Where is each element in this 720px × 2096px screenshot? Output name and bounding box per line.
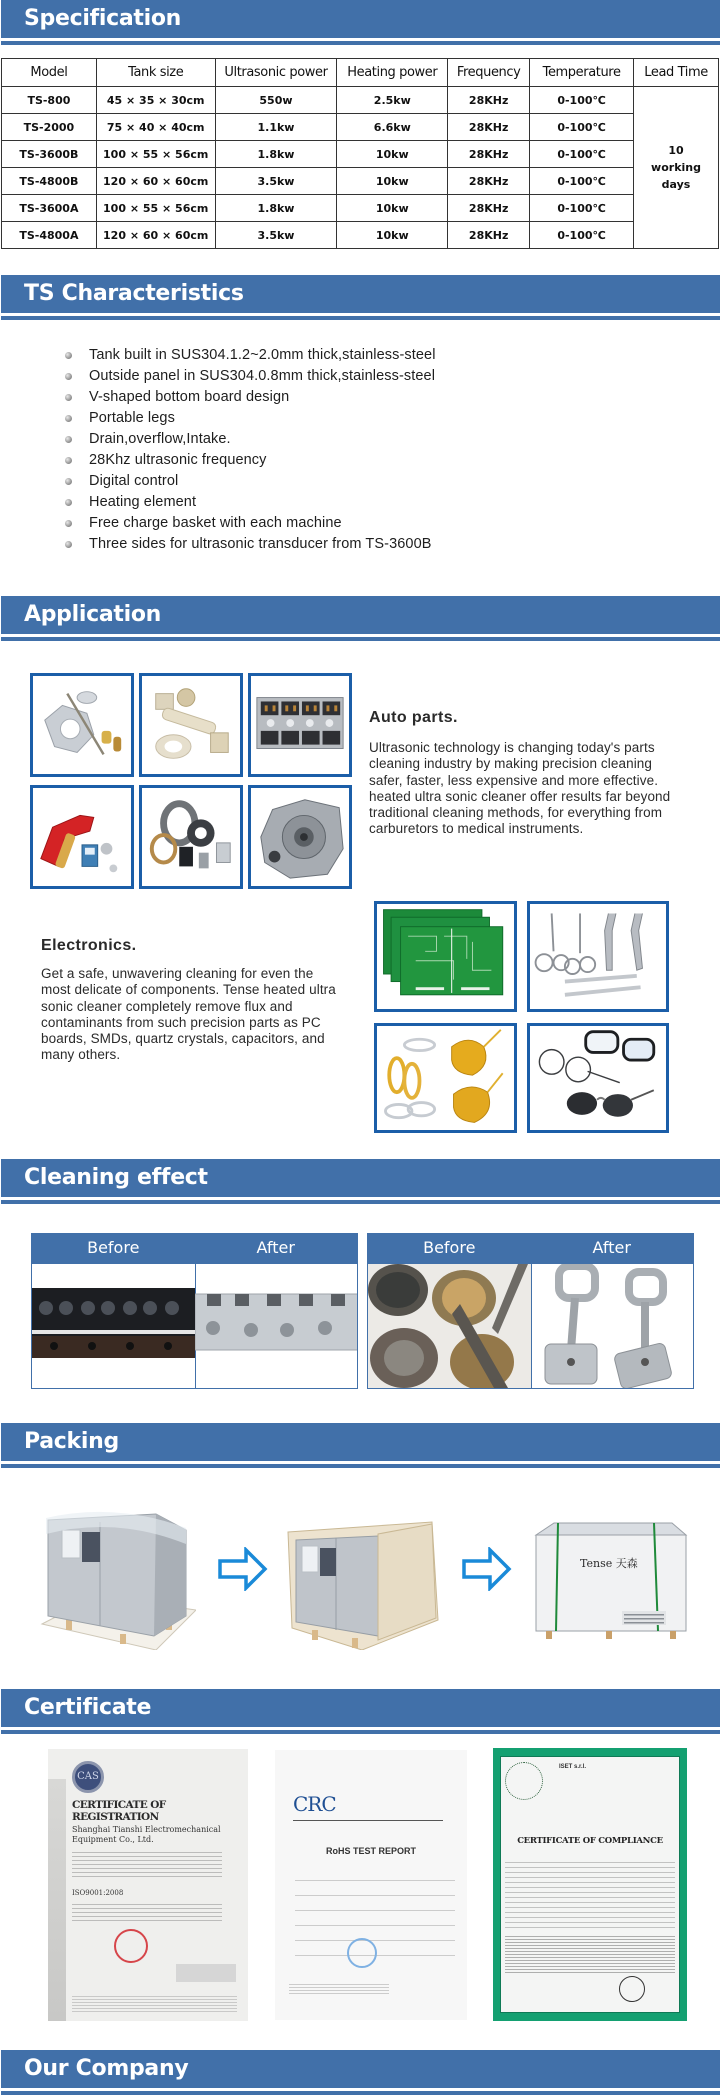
- cell-ultrasonic-power: 1.8kw: [215, 195, 337, 222]
- image-wrapped-machine: [36, 1500, 196, 1650]
- cell-model: TS-4800A: [2, 222, 97, 249]
- cell-model: TS-3600A: [2, 195, 97, 222]
- cell-frequency: 28KHz: [448, 141, 530, 168]
- col-header: Heating power: [337, 59, 448, 87]
- list-item-text: V-shaped bottom board design: [89, 389, 290, 405]
- section-title: Application: [24, 602, 162, 627]
- list-item: [62, 387, 436, 408]
- cell-tank-size: 75 × 40 × 40cm: [96, 114, 215, 141]
- section-header-cleaning: [0, 1159, 720, 1206]
- table-row: [2, 168, 719, 195]
- bullet-icon: [65, 541, 72, 548]
- section-title: Specification: [24, 6, 182, 31]
- list-item-text: Three sides for ultrasonic transducer from TS-3600B: [89, 536, 432, 552]
- list-item-text: Portable legs: [89, 410, 175, 426]
- bullet-icon: [65, 457, 72, 464]
- list-item: [62, 534, 436, 555]
- image-red-brass-parts: [30, 785, 134, 889]
- image-gears-bearings: [139, 785, 243, 889]
- after-image-pistons: [531, 1264, 694, 1388]
- cell-frequency: 28KHz: [448, 168, 530, 195]
- arrow-right-icon: [462, 1547, 512, 1591]
- cell-frequency: 28KHz: [448, 222, 530, 249]
- section-title: Certificate: [24, 1695, 152, 1720]
- electronics-heading: Electronics.: [41, 937, 137, 954]
- lead-time-line: days: [661, 178, 691, 191]
- image-aluminum-parts: [30, 673, 134, 777]
- bullet-icon: [65, 436, 72, 443]
- section-header-company: [0, 2050, 720, 2096]
- section-header-specification: [0, 0, 720, 47]
- bullet-icon: [65, 499, 72, 506]
- cell-lead-time: [634, 87, 719, 249]
- list-item: [62, 492, 436, 513]
- table-row: [2, 195, 719, 222]
- section-title: Packing: [24, 1429, 119, 1454]
- cell-temperature: 0-100℃: [530, 168, 634, 195]
- cell-tank-size: 100 × 55 × 56cm: [96, 195, 215, 222]
- section-header-characteristics: [0, 275, 720, 322]
- bullet-icon: [65, 394, 72, 401]
- section-title: TS Characteristics: [24, 281, 244, 306]
- list-item: [62, 471, 436, 492]
- image-jewelry: [374, 1023, 517, 1133]
- image-surgical-instruments: [527, 901, 669, 1012]
- lead-time-line: working: [651, 161, 701, 174]
- list-item: [62, 450, 436, 471]
- col-header: Lead Time: [634, 59, 719, 87]
- table-row: [2, 222, 719, 249]
- col-header: Ultrasonic power: [215, 59, 337, 87]
- cell-temperature: 0-100℃: [530, 222, 634, 249]
- image-pcb-boards: [374, 901, 517, 1012]
- electronics-description: Get a safe, unwavering cleaning for even the most delicate of components. Tense heated ultra sonic cleaner completely remove flux and contaminants from such precision parts as PC boards, SMDs, quartz crystals, capacitors, and many others.: [41, 966, 336, 1063]
- cell-model: TS-3600B: [2, 141, 97, 168]
- after-label: After: [592, 1238, 631, 1257]
- arrow-right-icon: [218, 1547, 268, 1591]
- certificate-standard: ISO9001:2008: [72, 1889, 124, 1897]
- list-item: [62, 429, 436, 450]
- image-crated-box: [530, 1519, 690, 1641]
- after-label: After: [256, 1238, 295, 1257]
- cell-heating-power: 2.5kw: [337, 87, 448, 114]
- before-label: Before: [87, 1238, 140, 1257]
- cell-temperature: 0-100℃: [530, 141, 634, 168]
- section-title: Our Company: [24, 2056, 189, 2081]
- cell-tank-size: 120 × 60 × 60cm: [96, 222, 215, 249]
- cell-heating-power: 10kw: [337, 141, 448, 168]
- col-header: Tank size: [96, 59, 215, 87]
- certificate-title: RoHS TEST REPORT: [325, 1846, 416, 1856]
- bullet-icon: [65, 352, 72, 359]
- cell-temperature: 0-100℃: [530, 114, 634, 141]
- image-transmission-housing: [248, 785, 352, 889]
- section-header-certificate: [0, 1689, 720, 1736]
- before-image-pistons: [368, 1264, 531, 1388]
- certificate-cas-registration: [48, 1749, 248, 2021]
- list-item-text: Outside panel in SUS304.0.8mm thick,stainless-steel: [89, 368, 436, 384]
- cell-frequency: 28KHz: [448, 114, 530, 141]
- col-header: Frequency: [448, 59, 530, 87]
- col-header: Model: [2, 59, 97, 87]
- cell-temperature: 0-100℃: [530, 87, 634, 114]
- cell-heating-power: 10kw: [337, 222, 448, 249]
- cell-tank-size: 120 × 60 × 60cm: [96, 168, 215, 195]
- before-image-cylinder-head: [32, 1264, 195, 1388]
- cell-model: TS-4800B: [2, 168, 97, 195]
- list-item: [62, 345, 436, 366]
- bullet-icon: [65, 373, 72, 380]
- certificate-title: CERTIFICATE OF REGISTRATION: [72, 1799, 166, 1823]
- auto-parts-description: Ultrasonic technology is changing today's parts cleaning industry by making precision cleaning safer, faster, less expensive and more effective. heated ultra sonic cleaner offer results far beyond traditional cleaning methods, for everything from carburetors to medical instruments.: [369, 740, 671, 837]
- list-item-text: Digital control: [89, 473, 179, 489]
- cell-heating-power: 10kw: [337, 195, 448, 222]
- table-row: [2, 114, 719, 141]
- table-row: [2, 141, 719, 168]
- spec-table: [1, 58, 719, 249]
- section-header-application: [0, 596, 720, 643]
- bullet-icon: [65, 415, 72, 422]
- after-image-cylinder-head: [195, 1264, 358, 1388]
- list-item: [62, 366, 436, 387]
- list-item-text: Free charge basket with each machine: [89, 515, 342, 531]
- section-title: Cleaning effect: [24, 1165, 208, 1190]
- characteristics-list: [62, 345, 436, 555]
- certificate-title: CERTIFICATE OF COMPLIANCE: [517, 1836, 663, 1846]
- cell-model: TS-2000: [2, 114, 97, 141]
- cell-temperature: 0-100℃: [530, 195, 634, 222]
- bullet-icon: [65, 520, 72, 527]
- certificate-issuer: ISET s.r.l.: [559, 1764, 587, 1770]
- cleaning-panel-pistons: [367, 1233, 694, 1389]
- list-item-text: Tank built in SUS304.1.2~2.0mm thick,stainless-steel: [89, 347, 436, 363]
- list-item-text: 28Khz ultrasonic frequency: [89, 452, 267, 468]
- cell-ultrasonic-power: 3.5kw: [215, 222, 337, 249]
- crate-brand-label: Tense 天森: [580, 1557, 638, 1570]
- list-item-text: Heating element: [89, 494, 197, 510]
- col-header: Temperature: [530, 59, 634, 87]
- lead-time-line: 10: [668, 144, 684, 157]
- cell-tank-size: 100 × 55 × 56cm: [96, 141, 215, 168]
- before-label: Before: [423, 1238, 476, 1257]
- cell-heating-power: 6.6kw: [337, 114, 448, 141]
- table-header-row: [2, 59, 719, 87]
- cell-tank-size: 45 × 35 × 30cm: [96, 87, 215, 114]
- cell-frequency: 28KHz: [448, 87, 530, 114]
- table-row: [2, 87, 719, 114]
- image-eyeglasses: [527, 1023, 669, 1133]
- certificate-company: Shanghai Tianshi Electromechanical Equipment Co., Ltd.: [72, 1825, 221, 1844]
- image-cylinder-head: [248, 673, 352, 777]
- certificate-crc-rohs: [275, 1750, 467, 2020]
- cleaning-panel-cylinder-head: [31, 1233, 358, 1389]
- auto-parts-heading: Auto parts.: [369, 709, 458, 726]
- cell-ultrasonic-power: 1.8kw: [215, 141, 337, 168]
- cell-model: TS-800: [2, 87, 97, 114]
- section-header-packing: [0, 1423, 720, 1470]
- cell-frequency: 28KHz: [448, 195, 530, 222]
- list-item: [62, 408, 436, 429]
- list-item-text: Drain,overflow,Intake.: [89, 431, 231, 447]
- cell-ultrasonic-power: 1.1kw: [215, 114, 337, 141]
- bullet-icon: [65, 478, 72, 485]
- cell-heating-power: 10kw: [337, 168, 448, 195]
- image-wooden-frame: [282, 1510, 442, 1650]
- list-item: [62, 513, 436, 534]
- cas-logo: CAS: [72, 1761, 104, 1793]
- cell-ultrasonic-power: 550w: [215, 87, 337, 114]
- crc-logo: CRC: [293, 1792, 336, 1816]
- cell-ultrasonic-power: 3.5kw: [215, 168, 337, 195]
- certificate-iset-compliance: [493, 1748, 687, 2021]
- image-plastic-parts: [139, 673, 243, 777]
